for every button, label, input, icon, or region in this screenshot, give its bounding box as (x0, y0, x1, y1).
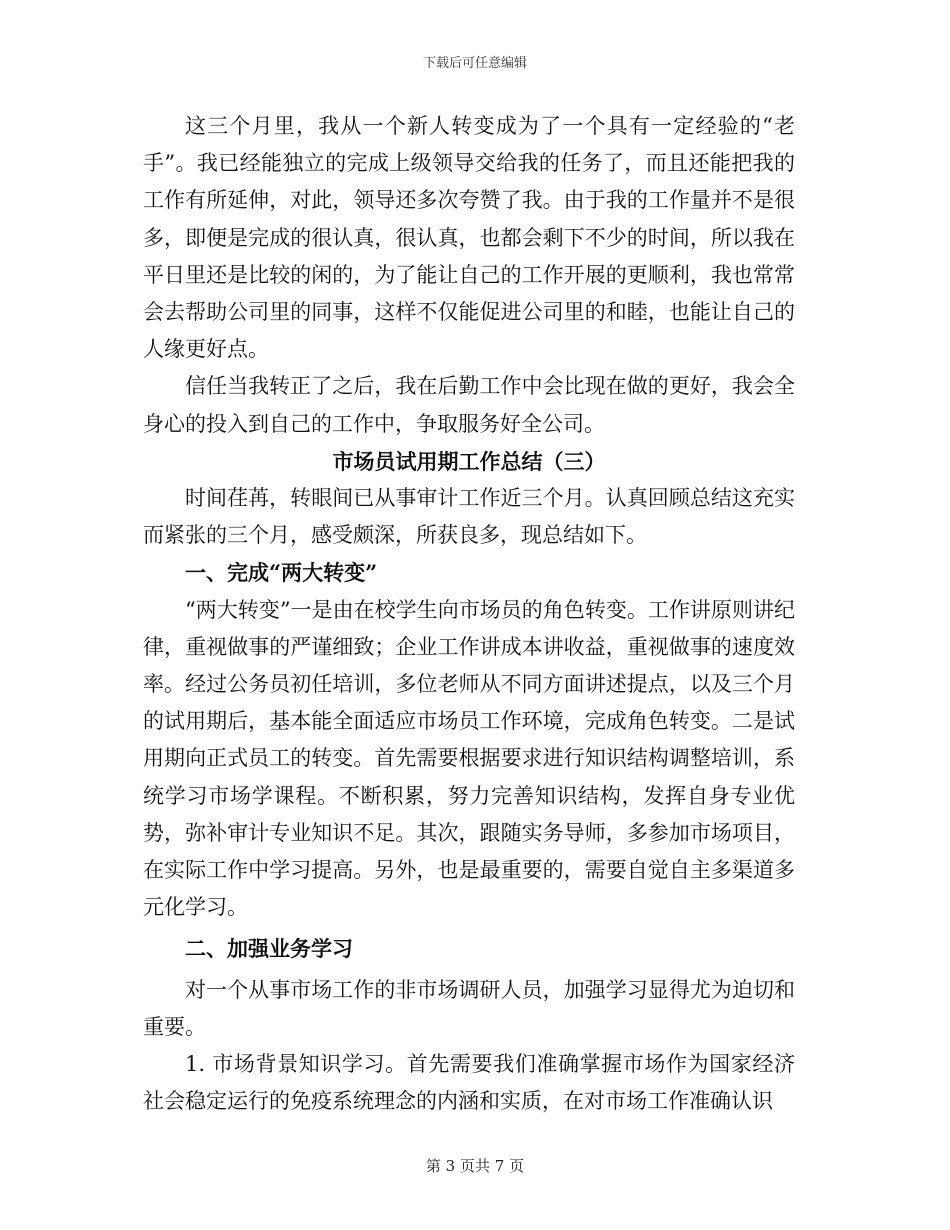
paragraph-4: “两大转变”一是由在校学生向市场员的角色转变。工作讲原则讲纪律，重视做事的严谨细致；企业工作讲成本讲收益，重视做事的速度效率。经过公务员初任培训，多位老师从不同方面讲述提点，以及三个月的试用期后，基本能全面适应市场员工作环境，完成角色转变。二是试用期向正式员工的转变。首先需要根据要求进行知识结构调整培训，系统学习市场学课程。不断积累，努力完善知识结构，发挥自身专业优势，弥补审计专业知识不足。其次，跟随实务导师，多参加市场项目，在实际工作中学习提高。另外，也是最重要的，需要自觉自主多渠道多元化学习。 (143, 597, 795, 920)
paragraph-6: 1. 市场背景知识学习。首先需要我们准确掌握市场作为国家经济社会稳定运行的免疫系统理念的内涵和实质，在对市场工作准确认识 (143, 1052, 795, 1114)
paragraph-1: 这三个月里，我从一个新人转变成为了一个具有一定经验的“老手”。我已经能独立的完成上级领导交给我的任务了，而且还能把我的工作有所延伸，对此，领导还多次夸赞了我。由于我的工作量并不是很多，即便是完成的很认真，很认真，也都会剩下不少的时间，所以我在平日里还是比较的闲的，为了能让自己的工作开展的更顺利，我也常常会去帮助公司里的同事，这样不仅能促进公司里的和睦，也能让自己的人缘更好点。 (143, 114, 795, 362)
heading-2: 二、加强业务学习 (185, 936, 353, 962)
document-body (143, 108, 795, 1120)
page-header: 下载后可任意编辑 (422, 56, 527, 71)
paragraph-5: 对一个从事市场工作的非市场调研人员，加强学习显得尤为迫切和重要。 (143, 977, 795, 1039)
paragraph-2: 信任当我转正了之后，我在后勤工作中会比现在做的更好，我会全身心的投入到自己的工作中，争取服务好全公司。 (143, 374, 795, 436)
section-title: 市场员试用期工作总结（三） (332, 448, 606, 474)
heading-1: 一、完成“两大转变” (185, 560, 378, 586)
page-footer: 第 3 页共 7 页 (425, 1157, 525, 1175)
paragraph-3: 时间荏苒，转眼间已从事审计工作近三个月。认真回顾总结这充实而紧张的三个月，感受颇深，所获良多，现总结如下。 (143, 486, 795, 548)
